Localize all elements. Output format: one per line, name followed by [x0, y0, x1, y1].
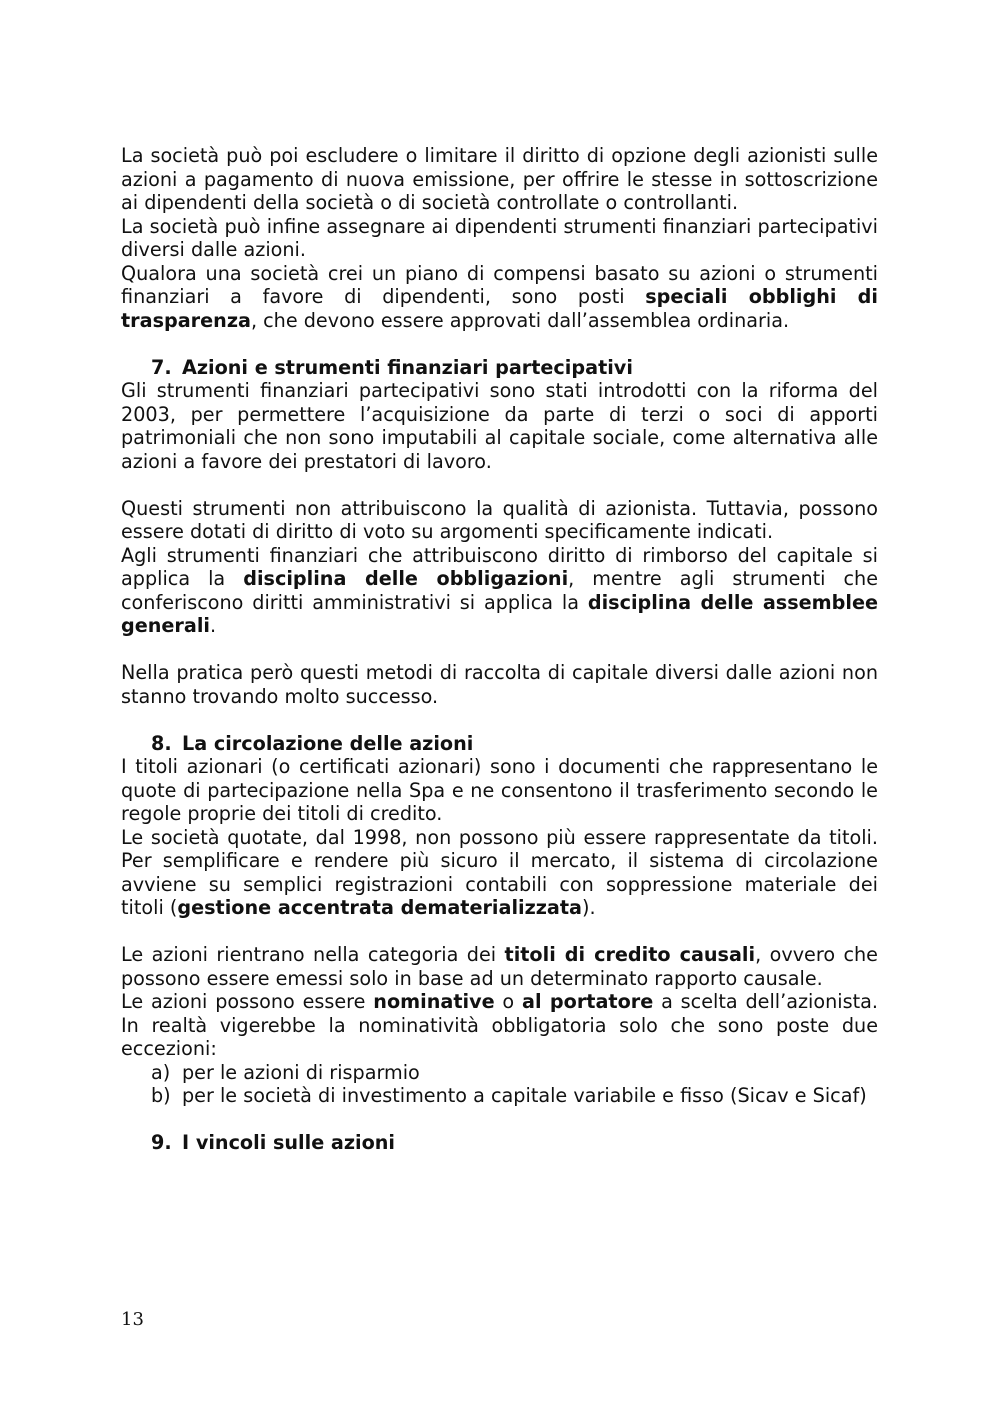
intro-paragraph-3	[121, 262, 878, 333]
spacer	[121, 638, 878, 662]
section-7-paragraph-3-text-e: .	[210, 614, 217, 637]
section-7-paragraph-2	[121, 497, 878, 544]
intro-paragraph-1	[121, 144, 878, 215]
section-8-paragraph-4-text-c: o	[494, 990, 522, 1013]
list-item-text: per le società di investimento a capitale variabile e fisso (Sicav e Sicaf)	[182, 1084, 867, 1107]
list-item	[121, 1084, 878, 1108]
list-item-marker: a)	[151, 1060, 171, 1084]
section-8-paragraph-3-bold: titoli di credito causali	[504, 943, 756, 966]
section-8-paragraph-3	[121, 943, 878, 990]
section-7-paragraph-1	[121, 379, 878, 473]
section-8-paragraph-4-bold-d: al portatore	[522, 990, 654, 1013]
intro-paragraph-2-text: La società può infine assegnare ai dipendenti strumenti finanziari partecipativi diversi dalle azioni.	[121, 214, 878, 261]
section-8-paragraph-4	[121, 990, 878, 1061]
section-8-paragraph-4-bold-b: nominative	[373, 990, 495, 1013]
section-8-paragraph-3-text-c: , ovvero che possono essere emessi solo in base ad un determinato rapporto causale.	[121, 943, 878, 990]
section-7-paragraph-4	[121, 661, 878, 708]
section-8-paragraph-1	[121, 755, 878, 826]
section-8-paragraph-4-text-a: Le azioni possono essere	[121, 990, 374, 1013]
section-7-paragraph-3	[121, 544, 878, 638]
spacer	[121, 332, 878, 356]
section-8-paragraph-1-text: I titoli azionari (o certificati azionari) sono i documenti che rappresentano le quote di partecipazione nella Spa e ne consentono il trasferimento secondo le regole proprie dei titoli di credito.	[121, 755, 878, 825]
section-7-paragraph-2-text: Questi strumenti non attribuiscono la qualità di azionista. Tuttavia, possono essere dotati di diritto di voto su argomenti specificamente indicati.	[121, 496, 878, 543]
section-7-paragraph-3-text-a: Agli strumenti finanziari che attribuiscono diritto di rimborso del capitale si applica la	[121, 543, 878, 590]
section-7-paragraph-3-bold-d: disciplina delle assemblee generali	[121, 590, 878, 637]
intro-paragraph-3-text-c: , che devono essere approvati dall’assemblea ordinaria.	[250, 308, 790, 332]
section-8-title: La circolazione delle azioni	[182, 731, 474, 755]
intro-paragraph-1-text: La società può poi escludere o limitare il diritto di opzione degli azionisti sulle azioni a pagamento di nuova emissione, per offrire le stesse in sottoscrizione ai dipendenti della società o di società controllate o controllanti.	[121, 144, 878, 214]
section-8-paragraph-2	[121, 826, 878, 920]
section-8-paragraph-2-text-a: Le società quotate, dal 1998, non possono più essere rappresentate da titoli. Per semplificare e rendere più sicuro il mercato, il sistema di circolazione avviene su semplici registrazioni contabili con soppressione materiale dei titoli (	[121, 825, 878, 919]
section-7-title: Azioni e strumenti finanziari partecipativi	[182, 355, 633, 379]
section-9-number: 9.	[151, 1131, 172, 1154]
section-8-paragraph-3-text-a: Le azioni rientrano nella categoria dei	[121, 943, 505, 966]
list-item-marker: b)	[151, 1084, 171, 1107]
spacer	[121, 1108, 878, 1132]
spacer	[121, 708, 878, 732]
section-7-paragraph-3-text-c: , mentre agli strumenti che conferiscono diritti amministrativi si applica la	[121, 567, 878, 614]
page-number: 13	[121, 1309, 144, 1330]
document-body	[121, 144, 878, 1155]
section-7-paragraph-3-bold-b: disciplina delle obbligazioni	[243, 567, 569, 590]
section-8-number: 8.	[151, 731, 172, 755]
intro-paragraph-2	[121, 215, 878, 262]
spacer	[121, 473, 878, 497]
list-item-text: per le azioni di risparmio	[182, 1060, 420, 1084]
exceptions-list	[121, 1061, 878, 1108]
section-7-paragraph-1-text: Gli strumenti finanziari partecipativi sono stati introdotti con la riforma del 2003, per permettere l’acquisizione da parte di terzi o soci di apporti patrimoniali che non sono imputabili al capitale sociale, come alternativa alle azioni a favore dei prestatori di lavoro.	[121, 379, 878, 473]
section-7-number: 7.	[151, 355, 172, 379]
list-item	[121, 1061, 878, 1085]
spacer	[121, 920, 878, 944]
section-8-paragraph-4-text-e: a scelta dell’azionista. In realtà vigerebbe la nominatività obbligatoria solo che sono poste due eccezioni:	[121, 990, 878, 1060]
section-7-heading	[121, 356, 878, 380]
section-8-paragraph-2-text-c: ).	[582, 896, 596, 919]
section-8-heading	[121, 732, 878, 756]
section-7-paragraph-4-text: Nella pratica però questi metodi di raccolta di capitale diversi dalle azioni non stanno trovando molto successo.	[121, 661, 878, 708]
intro-paragraph-3-bold: speciali obblighi di trasparenza	[121, 285, 878, 332]
intro-paragraph-3-text-a: Qualora una società crei un piano di compensi basato su azioni o strumenti finanziari a favore di dipendenti, sono posti	[121, 261, 878, 308]
section-8-paragraph-2-bold: gestione accentrata dematerializzata	[177, 896, 582, 919]
section-9-heading	[121, 1131, 878, 1155]
section-9-title: I vincoli sulle azioni	[182, 1131, 395, 1154]
